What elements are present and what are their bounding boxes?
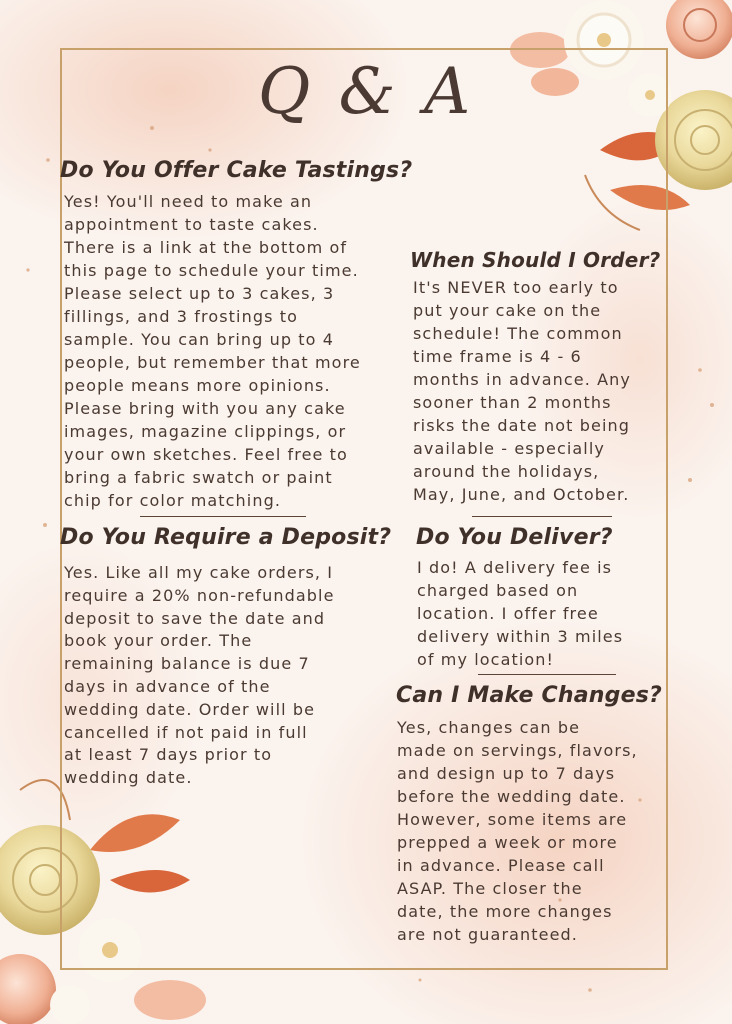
answer-line: and design up to 7 days [397, 764, 616, 783]
page-title: Q & A [257, 55, 475, 129]
answer-line: people, but remember that more [64, 353, 361, 372]
answer-line: schedule! The common [413, 324, 623, 343]
answer-line: chip for color matching. [64, 491, 282, 510]
answer-line: cancelled if not paid in full [64, 722, 308, 742]
answer-deliver [417, 556, 623, 671]
answer-line: appointment to taste cakes. [64, 215, 319, 234]
answer-line: bring a fabric swatch or paint [64, 468, 333, 487]
answer-line: delivery within 3 miles [417, 627, 624, 646]
answer-line: around the holidays, [413, 462, 600, 481]
answer-line: your own sketches. Feel free to [64, 445, 348, 464]
answer-line: Please bring with you any cake [64, 399, 346, 418]
question-deliver: Do You Deliver? [416, 525, 613, 550]
answer-deposit [64, 562, 335, 790]
answer-line: wedding date. [64, 768, 193, 788]
answer-line: location. I offer free [417, 604, 599, 623]
answer-line: Yes! You'll need to make an [64, 192, 313, 211]
answer-line: months in advance. Any [413, 370, 631, 389]
answer-line: Please select up to 3 cakes, 3 [64, 284, 335, 303]
answer-line: in advance. Please call [397, 856, 605, 875]
underline-divider [472, 516, 612, 517]
answer-line: time frame is 4 - 6 [413, 347, 582, 366]
answer-line: charged based on [417, 581, 579, 600]
answer-tastings [64, 190, 361, 512]
answer-line: ASAP. The closer the [397, 879, 583, 898]
answer-line: wedding date. Order will be [64, 699, 316, 719]
answer-line: date, the more changes [397, 902, 613, 921]
answer-line: I do! A delivery fee is [417, 558, 613, 577]
answer-line: of my location! [417, 650, 555, 669]
underline-divider [140, 516, 306, 517]
answer-line: Yes, changes can be [397, 718, 581, 737]
answer-line: However, some items are [397, 810, 628, 829]
answer-line: fillings, and 3 frostings to [64, 307, 298, 326]
answer-line: prepped a week or more [397, 833, 618, 852]
answer-line: are not guaranteed. [397, 925, 578, 944]
answer-line: put your cake on the [413, 301, 602, 320]
answer-line: available - especially [413, 439, 605, 458]
answer-line: sample. You can bring up to 4 [64, 330, 335, 349]
answer-line: book your order. The [64, 631, 253, 651]
answer-line: before the wedding date. [397, 787, 626, 806]
answer-changes [397, 716, 638, 946]
answer-line: made on servings, flavors, [397, 741, 638, 760]
answer-line: images, magazine clippings, or [64, 422, 347, 441]
answer-line: It's NEVER too early to [413, 278, 619, 297]
answer-line: require a 20% non-refundable [64, 585, 335, 605]
question-order: When Should I Order? [410, 248, 661, 272]
answer-line: sooner than 2 months [413, 393, 612, 412]
answer-line: this page to schedule your time. [64, 261, 359, 280]
question-deposit: Do You Require a Deposit? [60, 525, 392, 550]
answer-line: May, June, and October. [413, 485, 630, 504]
answer-line: There is a link at the bottom of [64, 238, 348, 257]
question-changes: Can I Make Changes? [396, 683, 662, 708]
answer-line: Yes. Like all my cake orders, I [64, 563, 334, 582]
answer-line: deposit to save the date and [64, 608, 326, 628]
underline-divider [478, 674, 616, 675]
answer-line: risks the date not being [413, 416, 630, 435]
answer-line: people means more opinions. [64, 376, 331, 395]
question-tastings: Do You Offer Cake Tastings? [60, 158, 413, 183]
answer-order [413, 276, 631, 506]
answer-line: remaining balance is due 7 [64, 654, 310, 674]
answer-line: at least 7 days prior to [64, 745, 273, 765]
answer-line: days in advance of the [64, 676, 271, 696]
